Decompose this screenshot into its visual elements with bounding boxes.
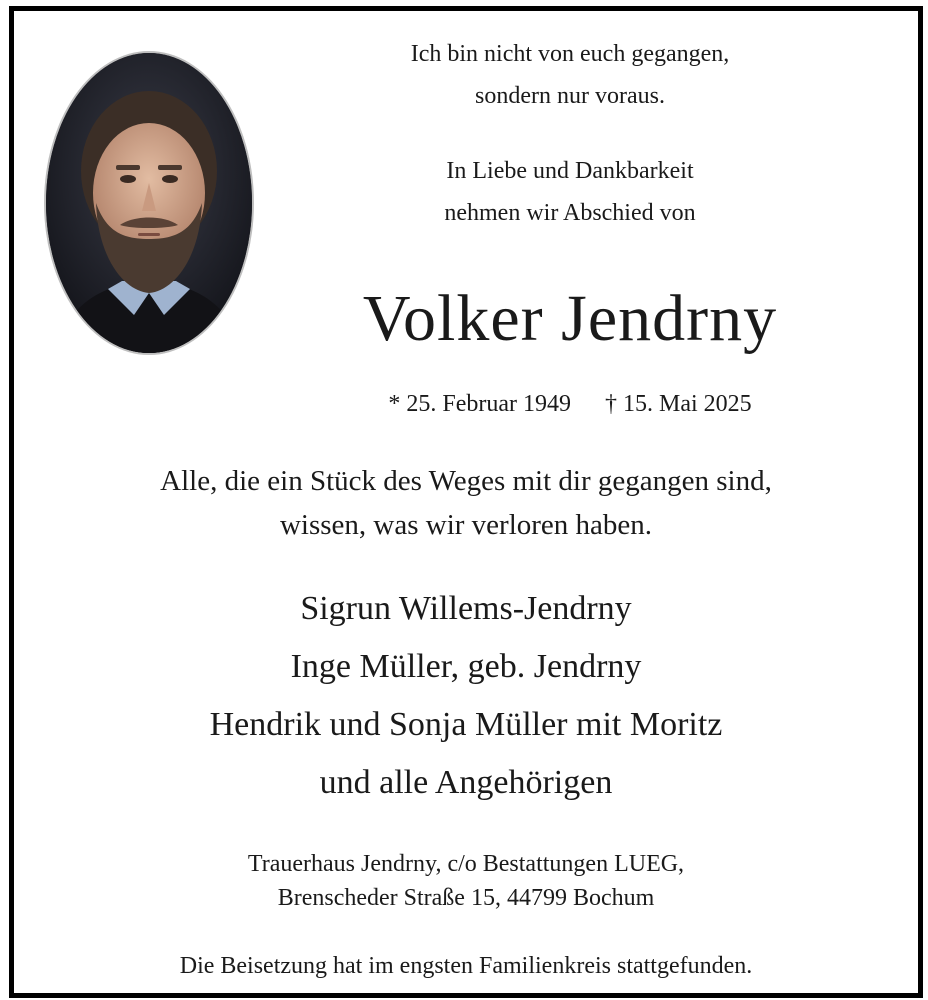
saying-line-1: Alle, die ein Stück des Weges mit dir gegangen sind, bbox=[160, 465, 772, 497]
intro-line-1: In Liebe und Dankbarkeit bbox=[446, 158, 694, 184]
saying-line-2: wissen, was wir verloren haben. bbox=[279, 509, 653, 541]
mourner-name: Inge Müller, geb. Jendrny bbox=[290, 648, 642, 685]
intro-line-2: nehmen wir Abschied von bbox=[444, 200, 696, 226]
quote-line-1: Ich bin nicht von euch gegangen, bbox=[410, 41, 730, 67]
burial-note: Die Beisetzung hat im engsten Familienkreis stattgefunden. bbox=[179, 953, 753, 979]
address-line-1: Trauerhaus Jendrny, c/o Bestattungen LUEG, bbox=[247, 851, 685, 877]
quote-line-2: sondern nur voraus. bbox=[475, 83, 665, 109]
birth-date: * 25. Februar 1949 bbox=[388, 391, 571, 417]
mourner-name: Sigrun Willems-Jendrny bbox=[300, 590, 632, 627]
portrait-photo bbox=[44, 51, 254, 355]
mourner-name: Hendrik und Sonja Müller mit Moritz bbox=[209, 706, 723, 743]
portrait-image bbox=[46, 53, 252, 353]
life-dates bbox=[252, 389, 888, 419]
address-line-2: Brenscheder Straße 15, 44799 Bochum bbox=[277, 885, 655, 911]
obituary-frame bbox=[9, 6, 923, 998]
mourner-name: und alle Angehörigen bbox=[319, 764, 613, 801]
death-date: † 15. Mai 2025 bbox=[604, 391, 752, 417]
deceased-name: Volker Jendrny bbox=[362, 282, 778, 355]
